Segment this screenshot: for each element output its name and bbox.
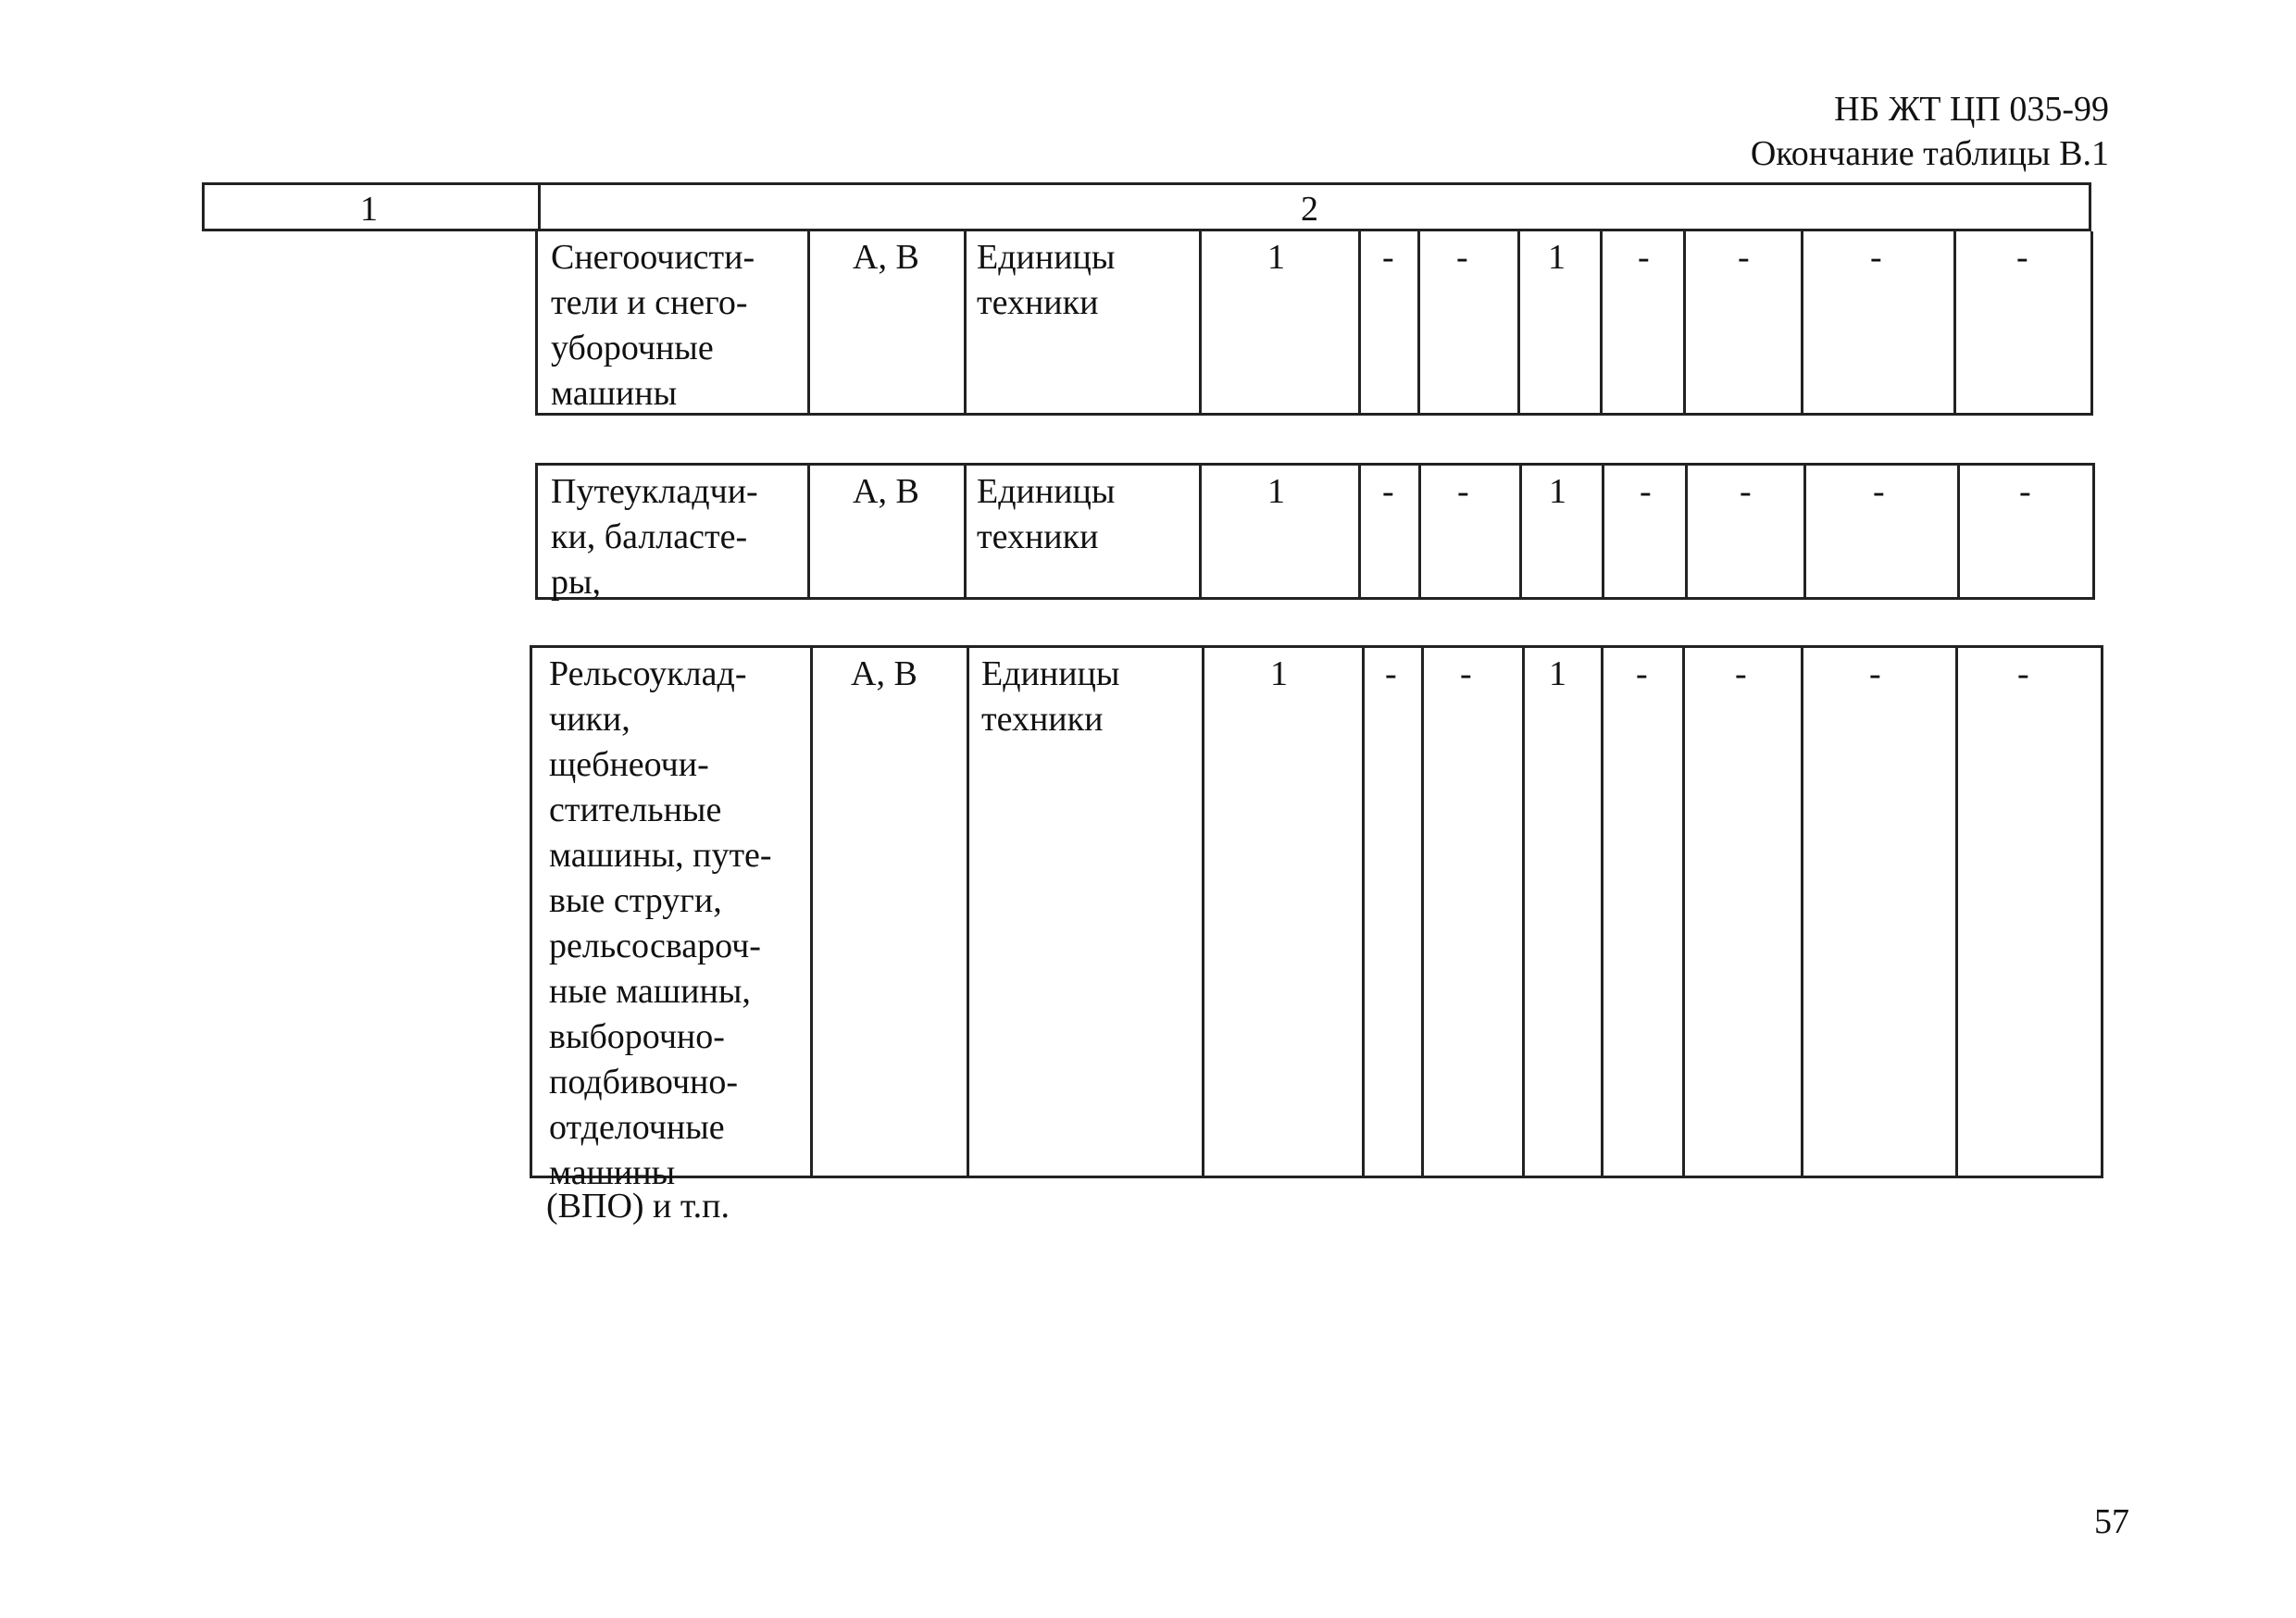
value-cell: - (1460, 654, 1472, 693)
value-cell: - (1382, 472, 1394, 511)
value-cell: 1 (1549, 654, 1566, 693)
column-divider (1199, 466, 1202, 597)
column-divider (1801, 231, 1803, 413)
column-divider (1517, 231, 1520, 413)
column-divider (1362, 648, 1365, 1176)
hazard-category: А, В (851, 654, 917, 693)
value-cell: - (1735, 654, 1747, 693)
column-divider (1519, 466, 1522, 597)
value-cell: - (1870, 238, 1882, 277)
table-header-separator (538, 185, 541, 229)
equipment-name: Рельсоуклад- чики, щебнеочи- стительные машины, путе- вые струги, рельсосвароч- ные машины, выборочно- подбивочно- отделочные машины (549, 654, 772, 1192)
value-cell: - (1740, 472, 1752, 511)
column-divider (1953, 231, 1956, 413)
value-cell: - (2016, 238, 2028, 277)
value-cell: 1 (1549, 472, 1566, 511)
column-divider (1955, 648, 1958, 1176)
hazard-category: А, В (853, 472, 919, 511)
column-divider (1421, 648, 1424, 1176)
column-divider (1199, 231, 1202, 413)
value-cell: - (1738, 238, 1750, 277)
column-divider (964, 466, 967, 597)
value-cell: 1 (1270, 654, 1288, 693)
column-divider (1358, 231, 1361, 413)
column-divider (807, 466, 810, 597)
column-divider (1685, 466, 1688, 597)
column-divider (1801, 648, 1803, 1176)
column-divider (1417, 231, 1420, 413)
page-number: 57 (2094, 1502, 2129, 1541)
measurement-unit: Единицы техники (977, 472, 1116, 556)
value-cell: 1 (1267, 472, 1285, 511)
column-divider (967, 648, 969, 1176)
table-header-col-2: 2 (1301, 190, 1318, 229)
column-divider (1602, 466, 1604, 597)
column-divider (964, 231, 967, 413)
table-row (530, 645, 2103, 1192)
value-cell: 1 (1548, 238, 1566, 277)
hazard-category: А, В (853, 238, 919, 277)
column-divider (1957, 466, 1960, 597)
document-code: НБ ЖТ ЦП 035-99 (1834, 90, 2109, 129)
column-divider (807, 231, 810, 413)
measurement-unit: Единицы техники (977, 238, 1116, 322)
column-divider (1600, 231, 1603, 413)
value-cell: - (1385, 654, 1397, 693)
column-divider (1682, 648, 1685, 1176)
value-cell: - (1640, 472, 1652, 511)
value-cell: 1 (1267, 238, 1285, 277)
column-divider (1418, 466, 1421, 597)
table-caption: Окончание таблицы В.1 (1750, 134, 2109, 173)
equipment-name: Путеукладчи- ки, балласте- ры, (551, 472, 758, 602)
column-divider (1601, 648, 1603, 1176)
value-cell: - (1873, 472, 1885, 511)
value-cell: - (1456, 238, 1468, 277)
value-cell: - (1869, 654, 1881, 693)
equipment-name: Снегоочисти- тели и снего- уборочные машины (551, 238, 755, 413)
measurement-unit: Единицы техники (981, 654, 1120, 739)
value-cell: - (2019, 472, 2031, 511)
column-divider (1683, 231, 1686, 413)
table-row (535, 231, 2093, 416)
value-cell: - (1382, 238, 1394, 277)
table-row (535, 463, 2095, 600)
column-divider (1202, 648, 1204, 1176)
value-cell: - (2017, 654, 2029, 693)
table-header-col-1: 1 (360, 190, 378, 229)
equipment-name-continuation: (ВПО) и т.п. (546, 1187, 730, 1226)
value-cell: - (1636, 654, 1648, 693)
column-divider (1522, 648, 1525, 1176)
column-divider (1803, 466, 1806, 597)
column-divider (1358, 466, 1361, 597)
table-header-row (202, 182, 2091, 231)
value-cell: - (1457, 472, 1469, 511)
column-divider (810, 648, 813, 1176)
value-cell: - (1638, 238, 1650, 277)
